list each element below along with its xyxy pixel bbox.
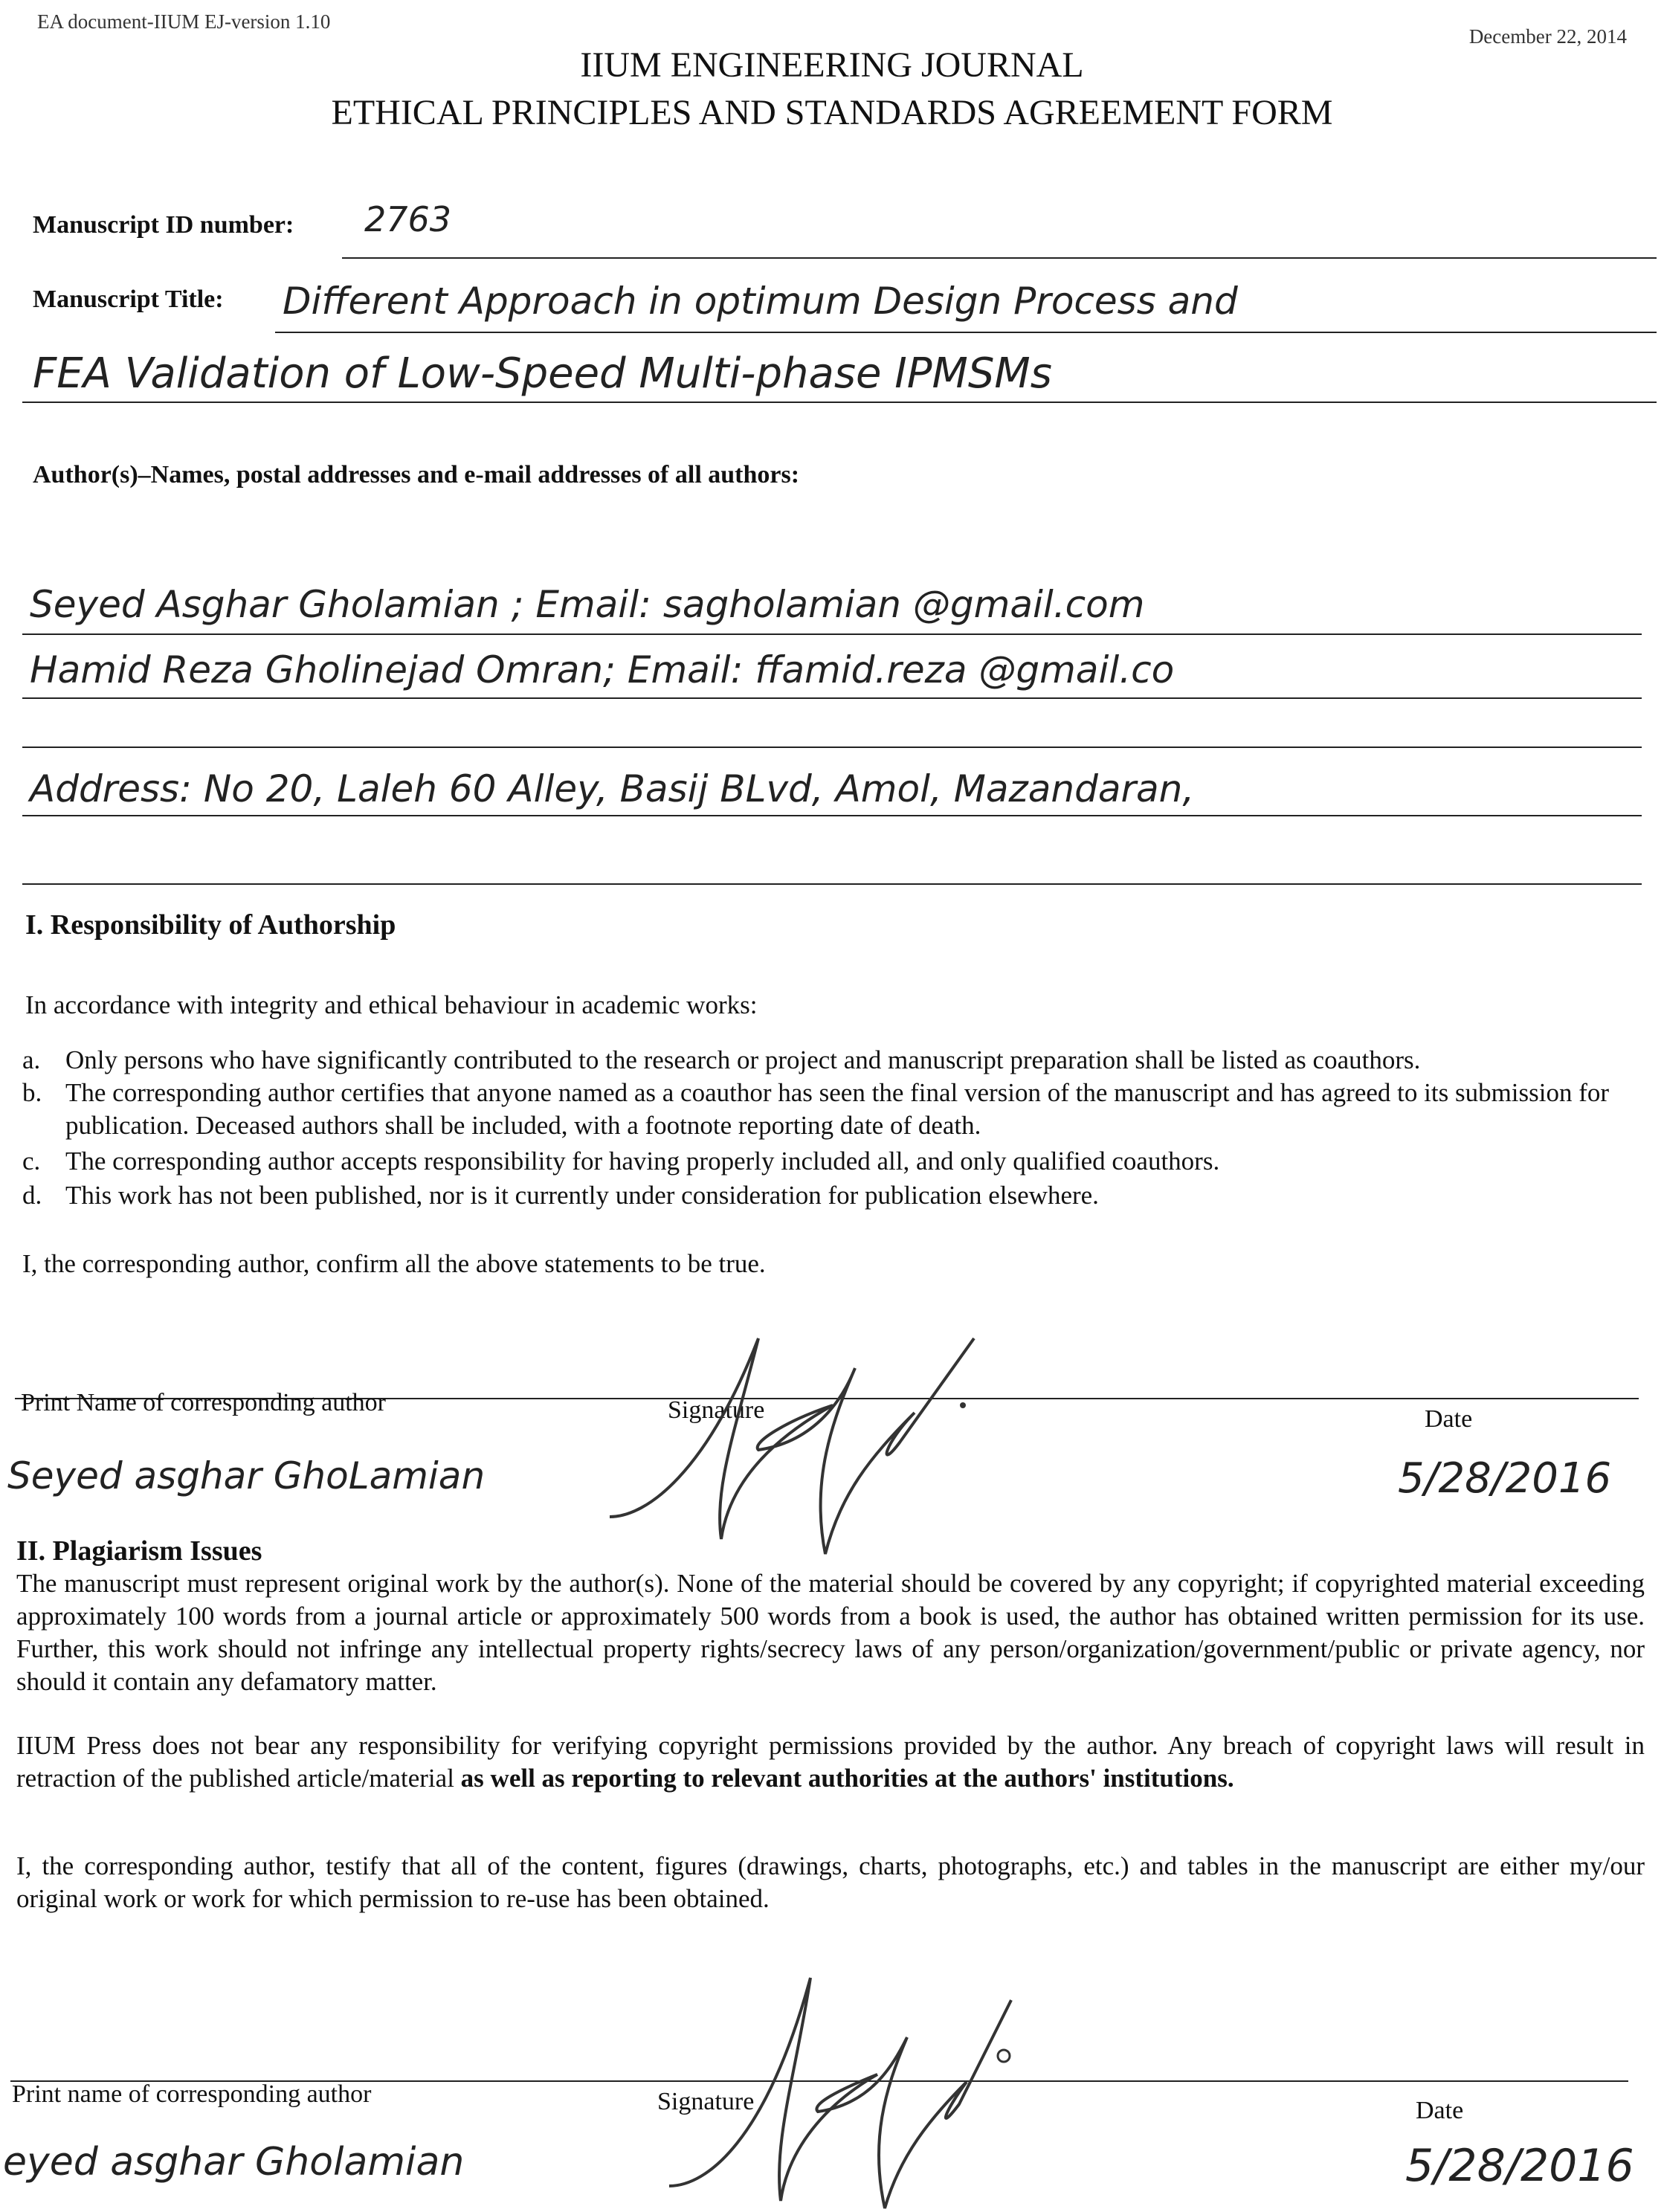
list-marker: c. xyxy=(22,1147,41,1176)
section-2-para-1: The manuscript must represent original work by the author(s). None of the material should be covered by any copyright; if copyrighted material exceeding approximately 100 words from a journal article or approximately 500 words from a book is used, the author has obtained written permission for its use. Further, this work should not infringe any intellectual property rights/secrecy laws of any person/organization/government/public or private agency, nor should it contain any defamatory matter. xyxy=(16,1569,1645,1696)
manuscript-title-line1-rule xyxy=(275,332,1657,333)
list-text: This work has not been published, nor is it currently under consideration for publication elsewhere. xyxy=(65,1181,1099,1210)
author-address-line[interactable]: Address: No 20, Laleh 60 Alley, Basij BLvd, Amol, Mazandaran, xyxy=(30,767,1195,810)
authors-label: Author(s)–Names, postal addresses and e-mail addresses of all authors: xyxy=(33,461,800,488)
signature-scribble-2 xyxy=(654,1963,1041,2212)
manuscript-title-line1[interactable]: Different Approach in optimum Design Process and xyxy=(283,280,1238,323)
date-value[interactable]: 5/28/2016 xyxy=(1405,2140,1634,2192)
manuscript-title-label: Manuscript Title: xyxy=(33,286,224,313)
print-name-value[interactable]: eyed asghar Gholamian xyxy=(3,2140,465,2184)
manuscript-id-value[interactable]: 2763 xyxy=(364,199,452,239)
signature-scribble-1 xyxy=(587,1294,1004,1569)
author-line-blank-rule xyxy=(22,747,1642,748)
section-2-para-2 xyxy=(16,1729,1645,1795)
author-extra-rule xyxy=(22,883,1642,885)
list-marker: d. xyxy=(22,1181,42,1210)
print-name-label: Print Name of corresponding author xyxy=(21,1389,386,1416)
print-name-value[interactable]: Seyed asghar GhoLamian xyxy=(7,1454,486,1497)
section-1-confirm: I, the corresponding author, confirm all the above statements to be true. xyxy=(22,1249,766,1278)
date-label: Date xyxy=(1416,2097,1464,2124)
document-date: December 22, 2014 xyxy=(1468,25,1627,48)
list-text: The corresponding author certifies that anyone named as a coauthor has seen the final version of the manuscript and has agreed to its submission for publication. Deceased authors shall be included, with a footnote reporting date of death. xyxy=(65,1078,1610,1140)
list-item xyxy=(22,1077,1651,1142)
section-2-heading: II. Plagiarism Issues xyxy=(16,1535,262,1567)
manuscript-id-line xyxy=(342,257,1657,259)
section-1-intro: In accordance with integrity and ethical behaviour in academic works: xyxy=(25,990,758,1019)
form-title: ETHICAL PRINCIPLES AND STANDARDS AGREEMENT FORM xyxy=(331,93,1333,132)
signature-label: Signature xyxy=(668,1396,765,1424)
author-line-2-rule xyxy=(22,697,1642,699)
section-2-para-2-text: IIUM Press does not bear any responsibility for verifying copyright permissions provided by the author. Any breach of copyright laws will result in retraction of the published article/material xyxy=(16,1731,1645,1793)
list-text: Only persons who have significantly contributed to the research or project and manuscript preparation shall be listed as coauthors. xyxy=(65,1045,1421,1074)
print-name-label: Print name of corresponding author xyxy=(12,2080,372,2108)
author-line-2[interactable]: Hamid Reza Gholinejad Omran; Email: ffamid.reza @gmail.co xyxy=(30,648,1175,691)
author-line-1[interactable]: Seyed Asghar Gholamian ; Email: sagholamian @gmail.com xyxy=(30,583,1145,626)
manuscript-id-label: Manuscript ID number: xyxy=(33,211,294,239)
list-text: The corresponding author accepts responsibility for having properly included all, and only qualified coauthors. xyxy=(65,1147,1220,1176)
author-address-rule xyxy=(22,815,1642,816)
manuscript-title-line2[interactable]: FEA Validation of Low-Speed Multi-phase IPMSMs xyxy=(33,349,1052,398)
list-item xyxy=(22,1044,1651,1077)
section-2-para-2-bold: as well as reporting to relevant authorities at the authors' institutions. xyxy=(460,1764,1234,1793)
date-label: Date xyxy=(1425,1405,1473,1433)
section-1-heading: I. Responsibility of Authorship xyxy=(25,909,396,941)
author-line-1-rule xyxy=(22,633,1642,635)
signature-label: Signature xyxy=(657,2088,755,2115)
list-marker: b. xyxy=(22,1078,42,1107)
list-marker: a. xyxy=(22,1045,41,1074)
journal-title: IIUM ENGINEERING JOURNAL xyxy=(580,45,1084,85)
date-value[interactable]: 5/28/2016 xyxy=(1398,1454,1612,1503)
list-item xyxy=(22,1179,1651,1212)
manuscript-title-line2-rule xyxy=(22,402,1657,403)
section-2-para-3: I, the corresponding author, testify that all of the content, figures (drawings, charts, photographs, etc.) and tables in the manuscript are either my/our original work or work for which permission to re-use has been obtained. xyxy=(16,1851,1645,1913)
list-item xyxy=(22,1145,1651,1178)
document-version: EA document-IIUM EJ-version 1.10 xyxy=(37,10,331,33)
